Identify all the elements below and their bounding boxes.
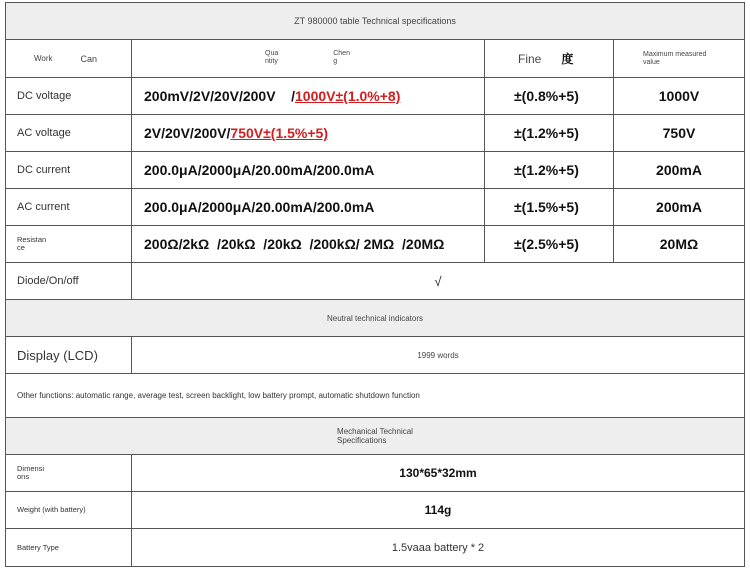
header-work: Work [34,54,53,63]
spec-table [5,2,745,567]
header-row [6,40,744,78]
row-range-highlight: 1000V±(1.0%+8) [295,88,401,104]
table-row [6,152,744,189]
display-label: Display (LCD) [6,337,132,373]
table-row [6,115,744,152]
header-max [614,40,744,77]
dimensions-value: 130*65*32mm [399,466,477,480]
row-accuracy: ±(0.8%+5) [485,78,614,114]
row-label: AC current [6,189,132,225]
weight-value: 114g [424,503,452,517]
table-row [6,226,744,263]
battery-label: Battery Type [6,529,132,566]
header-quantity [132,40,485,77]
row-range: 200Ω/2kΩ /20kΩ /20kΩ /200kΩ/ 2MΩ /20MΩ [132,226,485,262]
table-row [6,189,744,226]
table-title: ZT 980000 table Technical specifications [6,3,744,39]
row-range-highlight: 750V±(1.5%+5) [230,125,328,141]
row-range: 200.0μA/2000μA/20.00mA/200.0mA [132,152,485,188]
mechanical-title-row [6,418,744,455]
row-range [132,78,485,114]
other-functions-row [6,374,744,418]
dimensions-label: Dimensi ons [17,464,45,481]
table-title-row [6,3,744,40]
other-functions: Other functions: automatic range, average test, screen backlight, low battery prompt, automatic shutdown function [17,391,420,400]
header-fine-b: 度 [561,52,574,66]
header-can: Can [80,53,98,64]
header-quantity-b: Chen g [333,50,350,65]
neutral-title: Neutral technical indicators [6,300,744,336]
battery-row [6,529,744,566]
row-range [132,115,485,151]
row-max: 750V [662,125,696,141]
row-label: AC voltage [6,115,132,151]
row-range-main: 200mV/2V/20V/200V / [144,88,295,104]
row-label: Resistan ce [17,235,47,252]
weight-label: Weight (with battery) [6,492,132,528]
row-label: DC voltage [6,78,132,114]
row-max: 200mA [656,199,702,215]
row-accuracy: ±(2.5%+5) [485,226,614,262]
diode-value: √ [434,273,442,289]
row-range: 200.0μA/2000μA/20.00mA/200.0mA [132,189,485,225]
diode-row [6,263,744,300]
display-row [6,337,744,374]
row-accuracy: ±(1.5%+5) [485,189,614,225]
row-accuracy: ±(1.2%+5) [485,152,614,188]
row-label: DC current [6,152,132,188]
header-fine [485,40,614,77]
table-row [6,78,744,115]
display-value: 1999 words [417,350,459,360]
dimensions-row [6,455,744,492]
row-max: 20MΩ [659,236,699,252]
neutral-title-row [6,300,744,337]
row-range-main: 2V/20V/200V/ [144,125,231,141]
row-max: 1000V [658,88,700,104]
header-quantity-a: Qua ntity [265,50,279,65]
diode-label: Diode/On/off [6,263,132,299]
weight-row [6,492,744,529]
header-max-label: Maximum measured value [643,50,707,66]
row-accuracy: ±(1.2%+5) [485,115,614,151]
battery-value: 1.5vaaa battery * 2 [391,541,485,554]
header-fine-a: Fine [518,51,542,66]
header-work-can [6,40,132,77]
mechanical-title: Mechanical Technical Specifications [337,427,413,445]
row-max: 200mA [656,162,702,178]
